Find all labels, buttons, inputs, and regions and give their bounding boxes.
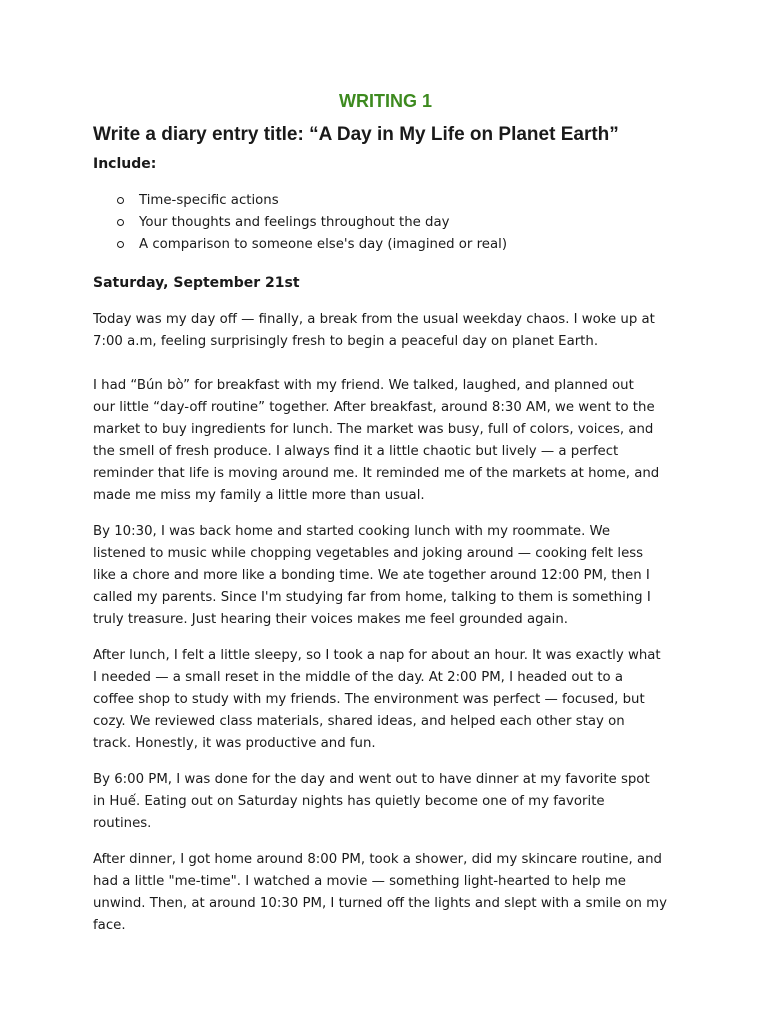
text-line: made me miss my family a little more than usual. (93, 488, 425, 503)
circle-bullet-icon (117, 241, 124, 248)
paragraph-1 (93, 309, 678, 353)
text-line: listened to music while chopping vegetables and joking around — cooking felt less (93, 546, 644, 561)
text-line: cozy. We reviewed class materials, shared ideas, and helped each other stay on (93, 714, 625, 729)
text-line: After lunch, I felt a little sleepy, so I took a nap for about an hour. It was exactly what (93, 648, 661, 663)
text-line: face. (93, 918, 126, 933)
paragraph-5 (93, 769, 678, 835)
paragraph-4 (93, 645, 678, 755)
text-line: Today was my day off — finally, a break from the usual weekday chaos. I woke up at (93, 312, 655, 327)
list-item (117, 212, 678, 234)
list-item (117, 190, 678, 212)
text-line: called my parents. Since I'm studying far from home, talking to them is something I (93, 590, 651, 605)
text-line: I had “Bún bò” for breakfast with my friend. We talked, laughed, and planned out (93, 378, 634, 393)
paragraph-6 (93, 849, 678, 937)
document-page (93, 88, 678, 937)
section-heading: WRITING 1 (339, 91, 432, 111)
text-line: After dinner, I got home around 8:00 PM, took a shower, did my skincare routine, and (93, 852, 662, 867)
circle-bullet-icon (117, 197, 124, 204)
text-line: By 6:00 PM, I was done for the day and went out to have dinner at my favorite spot (93, 772, 650, 787)
requirements-list (93, 190, 678, 256)
text-line: the smell of fresh produce. I always find it a little chaotic but lively — a perfect (93, 444, 619, 459)
text-line: had a little "me-time". I watched a movie — something light-hearted to help me (93, 874, 626, 889)
text-line: By 10:30, I was back home and started cooking lunch with my roommate. We (93, 524, 611, 539)
entry-date: Saturday, September 21st (93, 275, 300, 291)
paragraph-2 (93, 375, 678, 507)
text-line: market to buy ingredients for lunch. The market was busy, full of colors, voices, and (93, 422, 654, 437)
text-line: routines. (93, 816, 152, 831)
list-item (117, 234, 678, 256)
text-line: truly treasure. Just hearing their voices makes me feel grounded again. (93, 612, 569, 627)
list-item-text: Time-specific actions (139, 193, 279, 208)
text-line: reminder that life is moving around me. It reminded me of the markets at home, and (93, 466, 660, 481)
text-line: I needed — a small reset in the middle of the day. At 2:00 PM, I headed out to a (93, 670, 624, 685)
list-item-text: Your thoughts and feelings throughout the day (139, 215, 450, 230)
paragraph-3 (93, 521, 678, 631)
circle-bullet-icon (117, 219, 124, 226)
list-item-text: A comparison to someone else's day (imagined or real) (139, 237, 508, 252)
text-line: 7:00 a.m, feeling surprisingly fresh to begin a peaceful day on planet Earth. (93, 334, 599, 349)
diary-title: Write a diary entry title: “A Day in My Life on Planet Earth” (93, 124, 619, 145)
text-line: in Huế. Eating out on Saturday nights has quietly become one of my favorite (93, 794, 605, 809)
text-line: unwind. Then, at around 10:30 PM, I turned off the lights and slept with a smile on my (93, 896, 667, 911)
include-label: Include: (93, 156, 157, 172)
text-line: track. Honestly, it was productive and fun. (93, 736, 376, 751)
text-line: like a chore and more like a bonding time. We ate together around 12:00 PM, then I (93, 568, 650, 583)
text-line: coffee shop to study with my friends. The environment was perfect — focused, but (93, 692, 645, 707)
text-line: our little “day-off routine” together. After breakfast, around 8:30 AM, we went to the (93, 400, 655, 415)
